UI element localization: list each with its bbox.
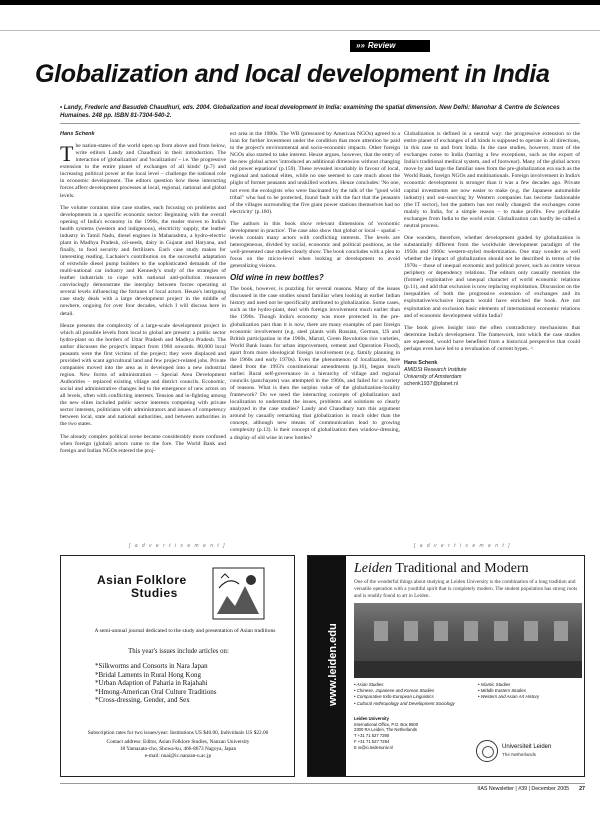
- paragraph: One wonders, therefore, whether development guided by globalization is substantially different from the worldwide development paradigm of the 1950s and 1960s: western-styled modernization. One may wonder as well whether the impact of globalization should not be described in terms of the 1970s – those of unequal economic and political power, such as centre versus periphery or dependency relations. The editors only casually mention the (former) exploitative and unequal character of world economic relations (p.11), and add that exclusion is now replacing exploitation. Discussion on the inequalities of both the progressive extension of exchanges and its exploitative/exclusive impacts would have enriched the book. Are not exploitation and exclusion basic elements of international economic relations and of economic development within India?: [404, 234, 580, 319]
- paragraph: Globalization is defined in a neutral way: the progressive extension to the entire planet of exchanges of all kinds is supposed to operate in all directions, in this case to and from India. In the case studies, however, most of the exchanges come to India (barring a few exceptions, such as the export of India's traditional medical system, and of footwear). Many of the global actors move by and large the familiar ones from the pre-globalization era such as the World Bank, foreign NGOs and multinationals. Foreign involvement in India's economic development is stronger than it was a few decades ago. Private capital investments are now easier to make (e.g. the Japanese automobile industry) and out-sourcing by Western companies has become fashionable (the IT sector), but the pattern has not really changed: the exchanges come mainly to India, for a simple reason – to make profits. Few profitable exchanges from India to the world exist. Globalization can hardly be called a neutral process.: [404, 131, 580, 229]
- article-title: Globalization and local development in India: [35, 60, 550, 88]
- signature-email[interactable]: schenk1937@planet.nl: [404, 380, 458, 387]
- top-black-bar: [0, 0, 600, 5]
- programme-item: • Asian Studies: [354, 682, 384, 687]
- address-line: International Office, P.O. Box 9500: [354, 721, 419, 727]
- paragraph: The volume contains nine case studies, each focusing on problems and developments in a specific economic sector: Beginning with the overall opening of India's economy in the 1990s, the reader moves to India's health systems (western and indigenous), electricity supply, the leather industry in Tamil Nadu, diesel engines in Maharashtra, a hydro-electric plant in Madhya Pradesh, oil-seeds, dairy in Gujarat and Haryana, and finally, to food security and fertilizers. Each case study makes for interesting reading. Lachaier's contribution on the successful adaptation of erstwhile diesel pump builders to the sophisticated demands of the multi-national car industry and Kennedy's study of the strategies of leather industrials to cope with national anti-pollution measures convincingly demonstrate the interplay between forces operating at several levels influencing the fortunes of local actors. Heuze's intriguing case study deals with a large development project in the middle of nowhere, ongoing for over four decades, which I will discuss here in detail.: [60, 204, 226, 317]
- advertisement-label: [ a d v e r t i s e m e n t ]: [413, 543, 512, 549]
- citation-rule: [60, 123, 580, 124]
- section-tab: [350, 40, 430, 52]
- afs-logo-line1: Asian Folklore: [97, 573, 187, 587]
- university-country: The Netherlands: [502, 752, 536, 757]
- address-line: 2300 RA Leiden, The Netherlands: [354, 727, 418, 733]
- signature-name: Hans Schenk: [404, 359, 438, 366]
- paragraph: ect area in the 1980s. The WB (pressured by American NGOs) agreed to a loan for further investment under the condition that more attention be paid to the project's environmental and socio-economic impacts. Other foreign NGOs also started to take interest. Heuze argues, however, that the entry of the new global actors 'introduced an additional dimension without changing old power equations' (p.159). These revealed invariably in favour of local, regional and national elites, while no one seemed to care much about the plight of former peasants and unskilled workers. Heuze concludes: 'No one, not even the ecologists who were fascinated by the talk of the "good wild tribal" who had to be protected, found fault with the fact that the peasants of the villages surrounding the five giant power stations themselves had no electricity' (p.160).: [230, 131, 400, 215]
- address-line: F +31 71 527 7294: [354, 738, 390, 744]
- footer-rule: [60, 783, 585, 784]
- leiden-heading-italic: Leiden: [354, 561, 393, 576]
- afs-topic: *Cross-dressing, Gender, and Sex: [95, 696, 190, 705]
- advertisement-label: [ a d v e r t i s e m e n t ]: [128, 543, 227, 549]
- section-tab-label: Review: [367, 41, 396, 50]
- drop-cap: T: [60, 141, 74, 167]
- leiden-url[interactable]: www.leiden.edu: [327, 623, 339, 706]
- leiden-programmes-left: [354, 682, 472, 707]
- author-signature: [404, 360, 580, 388]
- leiden-programmes-right: [478, 682, 586, 701]
- tab-arrows: »»: [356, 41, 365, 50]
- afs-contact-line: Contact address: Editor, Asian Folklore Studies, Nanzan University: [106, 739, 250, 745]
- subheading: Old wine in new bottles?: [230, 273, 324, 283]
- paragraph: The book, however, is puzzling for several reasons. Many of the issues discussed in the case studies sound familiar when looking at earlier Indian history and need not be specifically attributed to globalization. Some cases, such as the hydro-plant, deal with foreign involvement much earlier than the 1990s. Though India's economy was more protected in the pre-globalization past than it is now, there are many examples of past foreign economic involvement (e.g. steel plants with Russian, German, US and British participation in the 1960s, Maruti, Green Revolution rice varieties, World Bank loans for urban improvement, cement and Operation Flood), apart from more ideological foreign involvement (e.g. family planning in the 1960s and early 1970s). Even the phenomenon of localization, here dated from the 1993's constitutional amendments (p.16), began much earlier. Rural self-governance in a hierarchy of village and regional councils (panchayats) was attempted in the 1960s, and failed for a variety of reasons. What is then the surplus value of the globalization-locality framework? Do we need the interacting concepts of globalization and localization to understand the issues, problems and solutions so clearly analyzed in the case studies? Landy and Chaudhury turn this argument around by casually remarking that globalization is much older than the concept, although new means of communication lead to growing complexity (p.13). Is their concept of globalization then window-dressing, a display of old wine in new bottles?: [230, 286, 400, 441]
- woodblock-illustration: [211, 566, 266, 621]
- leiden-heading: [354, 561, 529, 577]
- page-number: 27: [579, 786, 585, 792]
- paragraph: [404, 325, 580, 353]
- page-footer: [60, 786, 585, 792]
- address-line: T +31 71 527 7290: [354, 733, 390, 739]
- end-mark: <: [530, 345, 534, 352]
- afs-tagline: A semi-annual journal dedicated to the study and presentation of Asian traditions: [94, 628, 276, 634]
- leiden-building-photo: [354, 603, 582, 678]
- text-column-1: [60, 131, 226, 455]
- university-seal-icon: [476, 740, 498, 762]
- signature-university: University of Amsterdam: [404, 373, 462, 380]
- paragraph: [60, 143, 226, 200]
- issue-info: IIAS Newsletter | #39 | December 2005: [477, 786, 570, 792]
- afs-subscription-rates: Subscription rates for two issues/year: Institutions US $40.00, Individuals US $22.00: [87, 730, 269, 736]
- paragraph: The authors in this book show relevant dimensions of 'economic development in practice'. The case also show that global or local – spatial – levels contain many actors with conflicting interests. The levels are heterogeneous, divided by social, economic and political positions, as the well-presented case studies clearly show. The book concludes with a plea to focus on the micro-level when looking at development to avoid generalizing visions.: [230, 220, 400, 270]
- leiden-university-ad: [307, 555, 585, 777]
- paragraph: The already complex political scene became considerably more confused when foreign (global) actors came to the fore. The World Bank and foreign and Indian NGOs entered the proj-: [60, 433, 226, 454]
- afs-contact-email[interactable]: e-mail: nuai@ic.nanzan-u.ac.jp: [144, 753, 212, 759]
- afs-topic: *Bridal Laments in Rural Hong Kong: [95, 670, 201, 679]
- asian-folklore-studies-ad: [60, 555, 295, 777]
- book-citation: • Landy, Frederic and Basudeb Chaudhuri, eds. 2004. Globalization and local development in India: examining the spatial dimension. New Delhi: Manohar & Centre de Sciences Humaines. 248 pp. ISBN 81-7304-540-2.: [60, 105, 560, 119]
- afs-contact: [65, 739, 291, 760]
- university-name: Universiteit Leiden: [502, 744, 552, 750]
- signature-affiliation: AMIDSt Research Institute: [404, 366, 467, 373]
- programme-item: • Western and Asian Art History: [478, 694, 540, 700]
- leiden-description: One of the wonderful things about studying at Leiden University is the combination of a long tradition and versatile operation with a youthful spirit that is completely modern. The student population has strong roots and is readily found to art in Leiden.: [354, 579, 578, 599]
- afs-topic: *Urban Adaption of Paharia in Rajahahi: [95, 679, 208, 688]
- leiden-university-logo: [502, 744, 584, 758]
- programme-item: • Chinese, Japanese and Korean Studies: [354, 688, 435, 694]
- paragraph-text: The book gives insight into the often contradictory mechanisms that determine India's development. The framework, into which the case studies are squeezed, would have benefited from a historical perspective that could perhaps even have led to a revaluation of current hypes.: [404, 324, 580, 352]
- leiden-heading-rest: Traditional and Modern: [395, 561, 529, 576]
- leiden-address: [354, 716, 454, 750]
- afs-topic: *Hmong-American Oral Culture Traditions: [95, 687, 217, 696]
- text-column-3: [404, 131, 580, 388]
- header-rule: [0, 30, 600, 31]
- programme-item: • Middle Eastern Studies: [478, 688, 526, 694]
- address-line: Leiden University: [354, 716, 389, 721]
- programme-item: • Islamic Studies: [478, 682, 511, 687]
- afs-topic-list: [95, 662, 285, 705]
- paragraph: Heuze presents the complexity of a large-scale development project in which all possible levels from local to global are present: a public sector hydro-plant on the borders of Uttar Pradesh and Madhya Pradesh. The author discusses the project's impact from 1960 onwards. 80,000 local peasants were the first victims of the project; they were displaced and provided with scant agricultural land and few project-related jobs. Private companies moved into the area as it developed into a new industrial region. New forms of administration – Special Area Development Authorities – replaced existing village and district councils. Economic, social and administrative changes led to the emergence of new actors on all levels, often with conflicting interests. Tension and in-fighting among the new elites included public sector interests competing with private sector interests, politicians with administrators and issues of competency between local, state and national authorities, and between authorities in the two states.: [60, 322, 226, 428]
- afs-logo-line2: Studies: [131, 586, 178, 600]
- afs-intro: This year's issues include articles on:: [128, 648, 229, 655]
- programme-item: • Comparative Indo-European Linguistics: [354, 694, 434, 700]
- address-email[interactable]: E io@io.leidenuniv.nl: [354, 744, 393, 750]
- text-column-2: [230, 131, 400, 442]
- author-name: Hans Schenk: [60, 131, 95, 137]
- programme-item: • Cultural Anthropology and Development Sociology: [354, 700, 455, 706]
- afs-topic: *Silkworms and Consorts in Nara Japan: [95, 662, 208, 670]
- afs-contact-line: 18 Yamazato-cho, Showa-ku, 466-8673 Nagoya, Japan: [119, 746, 237, 752]
- paragraph-text: he nation-states of the world open up from above and from below, write editors Landy and Chaudhuri in their introduction. The interaction of 'globalization' and 'localization' – i.e. 'the progressive extension to the entire planet of exchanges of all kinds' (p.7) and increasing political power at the local level – challenge the national role in economic development. The editors question how these interacting forces affect development processes at local, regional, national and global levels.: [60, 143, 226, 199]
